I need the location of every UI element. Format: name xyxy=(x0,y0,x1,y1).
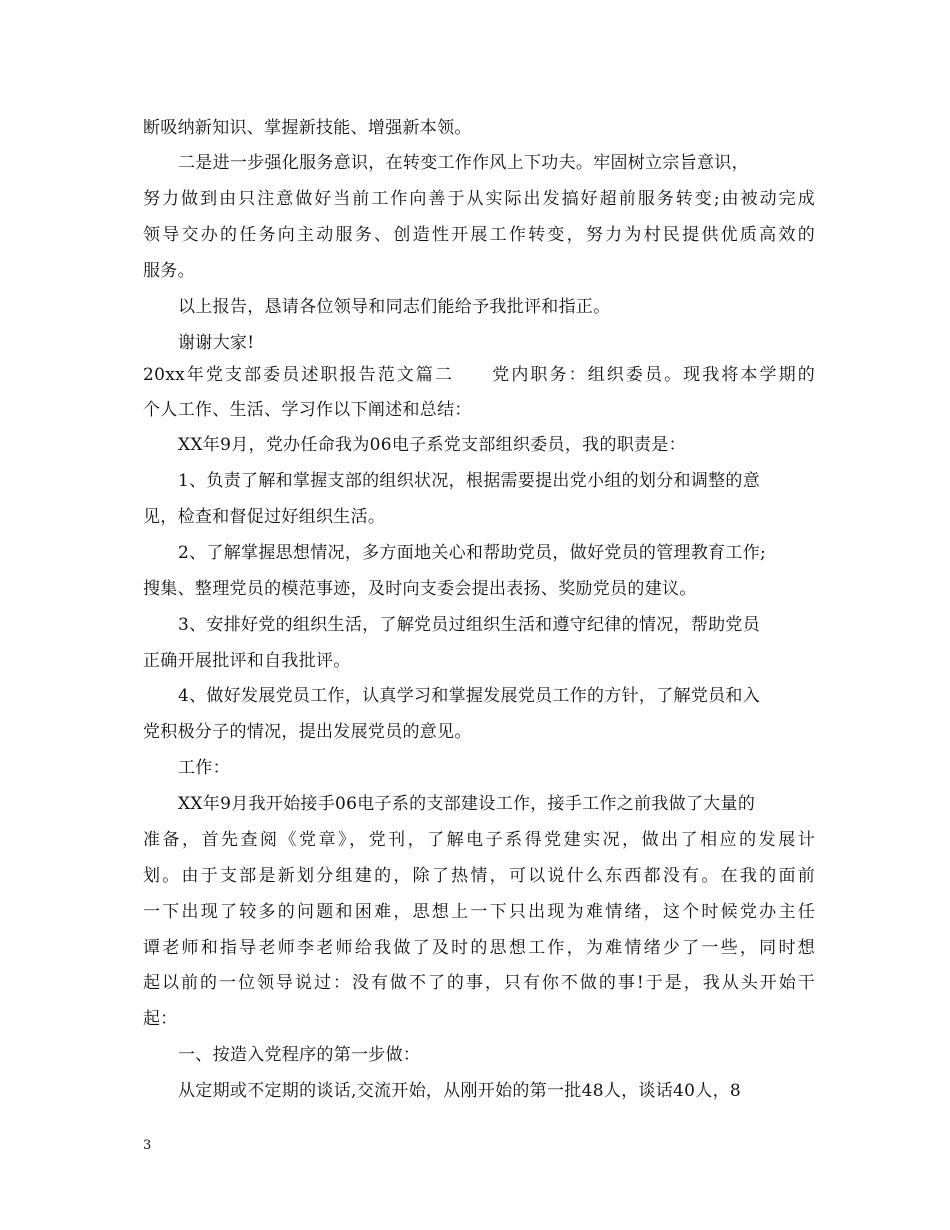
text-line-6: 以上报告，恳请各位领导和同志们能给予我批评和指正。 xyxy=(178,297,611,317)
text-line-17: 4、做好发展党员工作，认真学习和掌握发展党员工作的方针，了解党员和入 xyxy=(178,686,761,706)
text-line-16: 正确开展批评和自我批评。 xyxy=(143,651,351,671)
text-line-23: 一下出现了较多的问题和困难，思想上一下只出现为难情绪，这个时候党办主任 xyxy=(143,902,815,922)
page-number: 3 xyxy=(143,1138,152,1153)
text-line-28: 从定期或不定期的谈话,交流开始，从刚开始的第一批48人，谈话40人，8 xyxy=(178,1081,741,1101)
text-line-14: 搜集、整理党员的模范事迹，及时向支委会提出表扬、奖励党员的建议。 xyxy=(143,579,697,599)
text-line-18: 党积极分子的情况，提出发展党员的意见。 xyxy=(143,722,472,742)
text-line-20: XX年9月我开始接手06电子系的支部建设工作，接手工作之前我做了大量的 xyxy=(178,794,756,814)
text-line-27: 一、按造入党程序的第一步做： xyxy=(178,1045,421,1065)
text-line-22: 划。由于支部是新划分组建的，除了热情，可以说什么东西都没有。在我的面前 xyxy=(143,866,815,886)
text-line-21: 准备，首先查阅《党章》，党刊，了解电子系得党建实况，做出了相应的发展计 xyxy=(143,830,815,850)
text-line-7: 谢谢大家! xyxy=(178,333,255,353)
text-line-24: 谭老师和指导老师李老师给我做了及时的思想工作，为难情绪少了一些，同时想 xyxy=(143,938,815,958)
text-line-12: 见，检查和督促过好组织生活。 xyxy=(143,507,386,527)
text-line-25: 起以前的一位领导说过：没有做不了的事，只有你不做的事!于是，我从头开始干 xyxy=(143,973,815,993)
text-line-11: 1、负责了解和掌握支部的组织状况，根据需要提出党小组的划分和调整的意 xyxy=(178,471,761,491)
text-line-5: 服务。 xyxy=(143,261,195,281)
text-line-13: 2、了解掌握思想情况，多方面地关心和帮助党员，做好党员的管理教育工作; xyxy=(178,543,767,563)
text-line-3: 努力做到由只注意做好当前工作向善于从实际出发搞好超前服务转变;由被动完成 xyxy=(143,189,815,209)
text-line-4: 领导交办的任务向主动服务、创造性开展工作转变，努力为村民提供优质高效的 xyxy=(143,225,815,245)
text-line-8: 20xx年党支部委员述职报告范文篇二 党内职务：组织委员。现我将本学期的 xyxy=(143,365,815,385)
text-line-10: XX年9月，党办任命我为06电子系党支部组织委员，我的职责是： xyxy=(178,435,686,455)
text-line-9: 个人工作、生活、学习作以下阐述和总结： xyxy=(143,400,472,420)
text-line-2: 二是进一步强化服务意识，在转变工作作风上下功夫。牢固树立宗旨意识， xyxy=(178,153,749,173)
text-line-26: 起： xyxy=(143,1009,178,1029)
text-line-1: 断吸纳新知识、掌握新技能、增强新本领。 xyxy=(143,118,472,138)
text-line-15: 3、安排好党的组织生活，了解党员过组织生活和遵守纪律的情况，帮助党员 xyxy=(178,615,761,635)
text-line-19: 工作： xyxy=(178,758,230,778)
